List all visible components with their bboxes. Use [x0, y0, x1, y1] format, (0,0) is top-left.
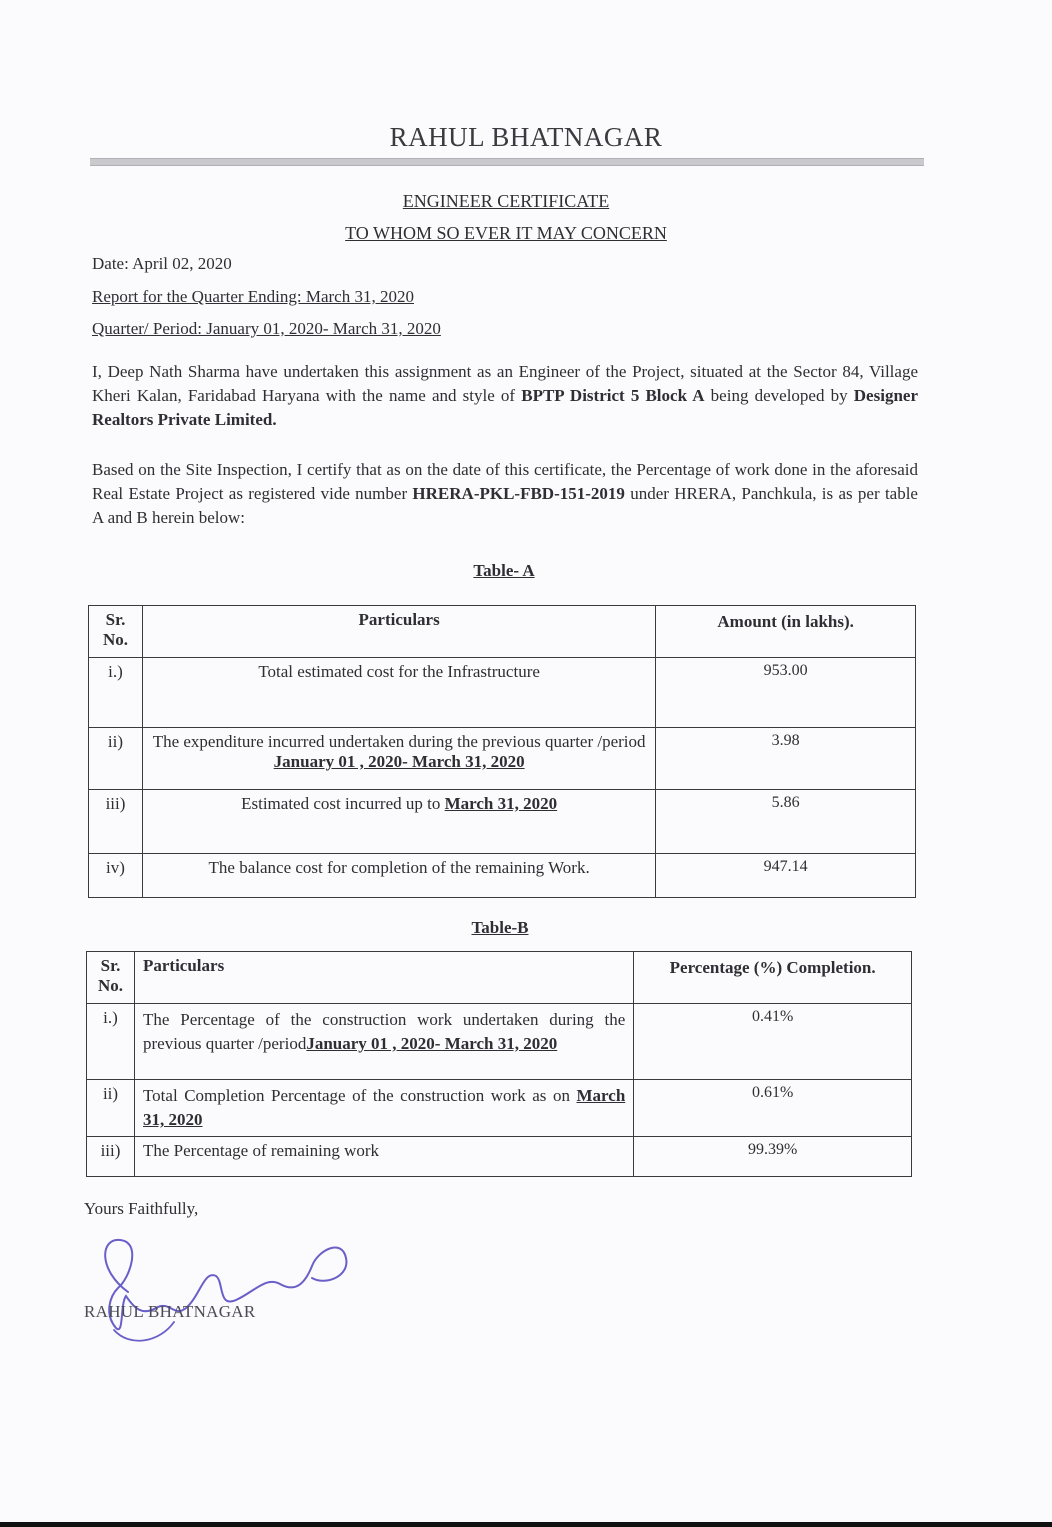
- particulars-text: The expenditure incurred undertaken during the previous quarter /period: [152, 732, 646, 751]
- intro-text-a: I, Deep Nath Sharma have undertaken this assignment as an Engineer of the Project, situated at the Sector 84, Village Kheri Kalan, Faridabad Haryana with the name and style of: [92, 362, 918, 405]
- certify-paragraph: [92, 458, 918, 530]
- table-b: [86, 951, 912, 1177]
- table-a-particulars: [142, 854, 655, 898]
- table-b-header-particulars: Particulars: [134, 952, 633, 1004]
- table-a-caption: Table- A: [473, 561, 535, 580]
- certify-text-a: Based on the Site Inspection, I certify that as on the date of this certificate, the Percentage of work done in the aforesaid Real Estate Project as registered vide number: [92, 460, 918, 503]
- table-a-header-amount: Amount (in lakhs).: [656, 606, 916, 658]
- table-a-sr: iv): [89, 854, 143, 898]
- table-a-header-particulars: Particulars: [142, 606, 655, 658]
- table-b-particulars: [134, 1004, 633, 1080]
- letterhead-rule: [90, 158, 924, 166]
- table-b-header-percentage: Percentage (%) Completion.: [634, 952, 912, 1004]
- report-line: Report for the Quarter Ending: March 31, 2020: [92, 287, 414, 306]
- table-b-sr: ii): [87, 1080, 135, 1137]
- table-a-amount: 5.86: [656, 790, 916, 854]
- letterhead-name: RAHUL BHATNAGAR: [389, 122, 663, 152]
- particulars-date: January 01 , 2020- March 31, 2020: [306, 1034, 558, 1053]
- signature-icon: [90, 1230, 360, 1350]
- project-name: BPTP District 5 Block A: [521, 386, 705, 405]
- table-b-percentage: 0.61%: [634, 1080, 912, 1137]
- page-bottom-edge: [0, 1522, 1052, 1527]
- table-a: [88, 605, 916, 898]
- particulars-text: Estimated cost incurred up to: [241, 794, 445, 813]
- table-row: [87, 1080, 912, 1137]
- table-a-particulars: [142, 658, 655, 728]
- table-a-sr: iii): [89, 790, 143, 854]
- table-a-particulars: [142, 728, 655, 790]
- registration-number: HRERA-PKL-FBD-151-2019: [412, 484, 625, 503]
- particulars-date: January 01 , 2020- March 31, 2020: [273, 752, 525, 771]
- intro-text-b: being developed by: [704, 386, 854, 405]
- period-line: Quarter/ Period: January 01, 2020- March 31, 2020: [92, 319, 441, 338]
- table-row: [87, 1004, 912, 1080]
- certificate-subtitle: TO WHOM SO EVER IT MAY CONCERN: [345, 223, 667, 243]
- table-row: [89, 854, 916, 898]
- table-row: [89, 790, 916, 854]
- table-a-amount: 953.00: [656, 658, 916, 728]
- table-row: [89, 658, 916, 728]
- developer-name: Designer Realtors Private Limited.: [92, 386, 918, 429]
- table-a-header-row: [89, 606, 916, 658]
- intro-paragraph: [92, 360, 918, 432]
- certify-text-b: under HRERA, Panchkula, is as per table A and B herein below:: [92, 484, 918, 527]
- table-row: [87, 1137, 912, 1177]
- table-a-particulars: [142, 790, 655, 854]
- signatory-name: RAHUL BHATNAGAR: [84, 1302, 256, 1321]
- table-a-amount: 947.14: [656, 854, 916, 898]
- table-b-percentage: 0.41%: [634, 1004, 912, 1080]
- table-a-sr: i.): [89, 658, 143, 728]
- table-row: [89, 728, 916, 790]
- particulars-text: The balance cost for completion of the remaining Work.: [208, 858, 590, 877]
- table-a-amount: 3.98: [656, 728, 916, 790]
- table-b-percentage: 99.39%: [634, 1137, 912, 1177]
- certificate-title: ENGINEER CERTIFICATE: [402, 191, 610, 211]
- table-a-header-sr: Sr. No.: [89, 606, 143, 658]
- date-line: Date: April 02, 2020: [92, 254, 232, 273]
- table-b-header-sr: Sr. No.: [87, 952, 135, 1004]
- table-b-particulars: [134, 1080, 633, 1137]
- particulars-text: Total estimated cost for the Infrastructure: [258, 662, 540, 681]
- table-a-sr: ii): [89, 728, 143, 790]
- particulars-text: The Percentage of remaining work: [142, 1141, 380, 1160]
- particulars-text: The Percentage of the construction work undertaken during the previous quarter /period: [142, 1010, 626, 1053]
- table-b-sr: i.): [87, 1004, 135, 1080]
- particulars-date: March 31, 2020: [142, 1086, 626, 1129]
- table-b-particulars: [134, 1137, 633, 1177]
- particulars-date: March 31, 2020: [444, 794, 558, 813]
- table-b-header-row: [87, 952, 912, 1004]
- particulars-text: Total Completion Percentage of the construction work as on: [142, 1086, 577, 1105]
- table-b-caption: Table-B: [471, 918, 529, 937]
- table-b-sr: iii): [87, 1137, 135, 1177]
- closing-line: Yours Faithfully,: [84, 1199, 199, 1218]
